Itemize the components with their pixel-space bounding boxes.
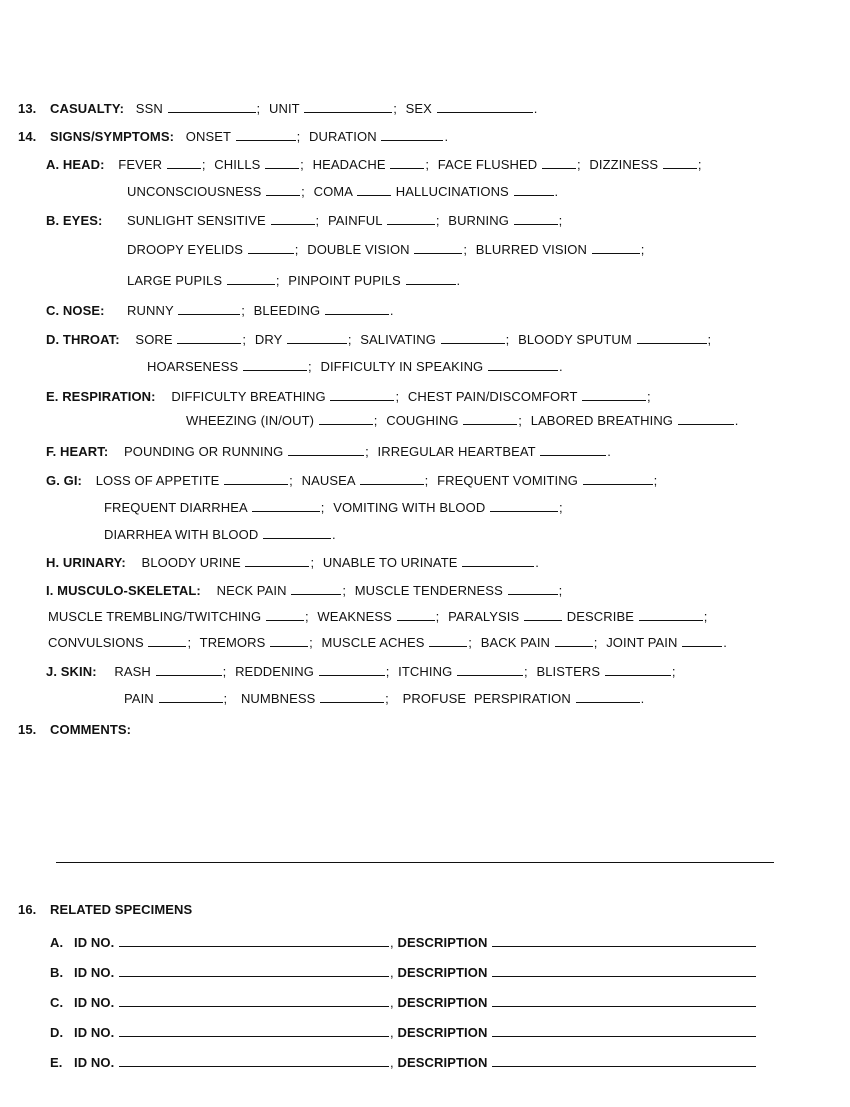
id-no-label: ID NO. <box>74 995 115 1010</box>
respiration-label: E. RESPIRATION: <box>46 389 156 404</box>
specimen-row-e: E. ID NO. , DESCRIPTION <box>50 1054 757 1071</box>
double-vision-field[interactable] <box>414 241 462 254</box>
paralysis-label: PARALYSIS <box>448 609 520 624</box>
coughing-label: COUGHING <box>386 413 459 428</box>
wheezing-field[interactable] <box>319 412 373 425</box>
id-no-field[interactable] <box>119 994 389 1007</box>
back-pain-field[interactable] <box>555 634 593 647</box>
pounding-label: POUNDING OR RUNNING <box>124 444 284 459</box>
large-pupils-label: LARGE PUPILS <box>127 273 223 288</box>
comments-field[interactable] <box>56 862 774 863</box>
salivating-label: SALIVATING <box>360 332 436 347</box>
description-label: DESCRIPTION <box>397 935 488 950</box>
salivating-field[interactable] <box>441 331 505 344</box>
id-no-field[interactable] <box>119 1024 389 1037</box>
bloody-sputum-label: BLOODY SPUTUM <box>518 332 632 347</box>
coma-label: COMA <box>313 184 353 199</box>
difficulty-speaking-field[interactable] <box>488 358 558 371</box>
convulsions-field[interactable] <box>148 634 186 647</box>
trembling-label: MUSCLE TREMBLING/TWITCHING <box>48 609 262 624</box>
pain-label: PAIN <box>124 691 154 706</box>
irregular-heartbeat-field[interactable] <box>540 443 606 456</box>
urinary-line: H. URINARY: BLOODY URINE ; UNABLE TO URINATE . <box>46 555 539 570</box>
bloody-urine-field[interactable] <box>245 554 309 567</box>
onset-label: ONSET <box>185 129 231 144</box>
description-field[interactable] <box>492 964 756 977</box>
hallucinations-field[interactable] <box>514 183 554 196</box>
sunlight-sensitive-field[interactable] <box>271 212 315 225</box>
bleeding-label: BLEEDING <box>253 303 321 318</box>
muscle-tenderness-field[interactable] <box>508 582 558 595</box>
joint-pain-field[interactable] <box>682 634 722 647</box>
diarrhea-blood-label: DIARRHEA WITH BLOOD <box>104 527 259 542</box>
frequent-diarrhea-label: FREQUENT DIARRHEA <box>104 500 248 515</box>
throat-line-2: HOARSENESS ; DIFFICULTY IN SPEAKING . <box>147 359 563 374</box>
pounding-field[interactable] <box>288 443 364 456</box>
face-flushed-field[interactable] <box>542 156 576 169</box>
dizziness-label: DIZZINESS <box>589 157 659 172</box>
gi-line-3: DIARRHEA WITH BLOOD . <box>104 527 336 542</box>
id-no-label: ID NO. <box>74 935 115 950</box>
frequent-vomiting-field[interactable] <box>583 472 653 485</box>
profuse-perspiration-field[interactable] <box>576 690 640 703</box>
signs-symptoms-line: 14. SIGNS/SYMPTOMS: ONSET ; DURATION . <box>18 129 449 144</box>
convulsions-label: CONVULSIONS <box>48 635 144 650</box>
specimen-row-d: D. ID NO. , DESCRIPTION <box>50 1024 757 1041</box>
unconsciousness-label: UNCONSCIOUSNESS <box>127 184 262 199</box>
joint-pain-label: JOINT PAIN <box>606 635 678 650</box>
itching-label: ITCHING <box>398 664 453 679</box>
profuse-perspiration-label: PROFUSE PERSPIRATION <box>402 691 571 706</box>
description-label: DESCRIPTION <box>397 965 488 980</box>
duration-field[interactable] <box>381 128 443 141</box>
pinpoint-pupils-field[interactable] <box>406 272 456 285</box>
specimen-letter: D. <box>50 1025 64 1040</box>
wheezing-label: WHEEZING (IN/OUT) <box>186 413 315 428</box>
unit-label: UNIT <box>268 101 300 116</box>
droopy-eyelids-field[interactable] <box>248 241 294 254</box>
blurred-vision-field[interactable] <box>592 241 640 254</box>
reddening-field[interactable] <box>319 663 385 676</box>
irregular-heartbeat-label: IRREGULAR HEARTBEAT <box>377 444 536 459</box>
heart-line: F. HEART: POUNDING OR RUNNING ; IRREGULAR HEARTBEAT . <box>46 444 611 459</box>
describe-field[interactable] <box>639 608 703 621</box>
specimen-letter: C. <box>50 995 64 1010</box>
sunlight-sensitive-label: SUNLIGHT SENSITIVE <box>127 213 266 228</box>
itching-field[interactable] <box>457 663 523 676</box>
labored-breathing-label: LABORED BREATHING <box>530 413 674 428</box>
fever-label: FEVER <box>118 157 163 172</box>
skin-label: J. SKIN: <box>46 664 97 679</box>
specimen-row-b: B. ID NO. , DESCRIPTION <box>50 964 757 981</box>
id-no-label: ID NO. <box>74 1055 115 1070</box>
id-no-field[interactable] <box>119 964 389 977</box>
description-label: DESCRIPTION <box>397 1025 488 1040</box>
eyes-line-3: LARGE PUPILS ; PINPOINT PUPILS . <box>127 273 461 288</box>
tremors-label: TREMORS <box>199 635 266 650</box>
gi-label: G. GI: <box>46 473 82 488</box>
signs-symptoms-label: SIGNS/SYMPTOMS: <box>50 129 175 144</box>
rash-label: RASH <box>114 664 151 679</box>
description-field[interactable] <box>492 934 756 947</box>
neck-pain-label: NECK PAIN <box>216 583 287 598</box>
neck-pain-field[interactable] <box>291 582 341 595</box>
rash-field[interactable] <box>156 663 222 676</box>
burning-label: BURNING <box>448 213 509 228</box>
bloody-sputum-field[interactable] <box>637 331 707 344</box>
weakness-field[interactable] <box>397 608 435 621</box>
frequent-vomiting-label: FREQUENT VOMITING <box>437 473 578 488</box>
nose-label: C. NOSE: <box>46 303 105 318</box>
section-number: 16. <box>18 902 37 917</box>
description-label: DESCRIPTION <box>397 995 488 1010</box>
musculo-line-1: I. MUSCULO-SKELETAL: NECK PAIN ; MUSCLE TENDERNESS ; <box>46 583 563 598</box>
specimen-row-a: A. ID NO. , DESCRIPTION <box>50 934 757 951</box>
chest-pain-label: CHEST PAIN/DISCOMFORT <box>407 389 578 404</box>
specimen-letter: A. <box>50 935 64 950</box>
painful-label: PAINFUL <box>327 213 383 228</box>
head-line-2: UNCONSCIOUSNESS ; COMA HALLUCINATIONS . <box>127 184 559 199</box>
id-no-field[interactable] <box>119 1054 389 1067</box>
section-number: 13. <box>18 101 37 116</box>
onset-field[interactable] <box>236 128 296 141</box>
hoarseness-label: HOARSENESS <box>147 359 239 374</box>
chills-label: CHILLS <box>214 157 261 172</box>
droopy-eyelids-label: DROOPY EYELIDS <box>127 242 244 257</box>
numbness-field[interactable] <box>320 690 384 703</box>
tremors-field[interactable] <box>270 634 308 647</box>
sex-field[interactable] <box>437 100 533 113</box>
gi-line-2: FREQUENT DIARRHEA ; VOMITING WITH BLOOD ; <box>104 500 563 515</box>
id-no-field[interactable] <box>119 934 389 947</box>
unconsciousness-field[interactable] <box>266 183 300 196</box>
sore-field[interactable] <box>177 331 241 344</box>
muscle-aches-label: MUSCLE ACHES <box>321 635 425 650</box>
nose-line: C. NOSE: RUNNY ; BLEEDING . <box>46 303 394 318</box>
gi-line-1: G. GI: LOSS OF APPETITE ; NAUSEA ; FREQUENT VOMITING ; <box>46 473 658 488</box>
description-field[interactable] <box>492 994 756 1007</box>
difficulty-speaking-label: DIFFICULTY IN SPEAKING <box>320 359 484 374</box>
related-specimens-heading <box>18 902 192 918</box>
numbness-label: NUMBNESS <box>240 691 316 706</box>
casualty-label: CASUALTY: <box>50 101 125 116</box>
paralysis-field[interactable] <box>524 608 562 621</box>
specimen-row-c: C. ID NO. , DESCRIPTION <box>50 994 757 1011</box>
fever-field[interactable] <box>167 156 201 169</box>
musculo-line-3: CONVULSIONS ; TREMORS ; MUSCLE ACHES ; BACK PAIN ; JOINT PAIN . <box>48 635 727 650</box>
frequent-diarrhea-field[interactable] <box>252 499 320 512</box>
pain-field[interactable] <box>159 690 223 703</box>
skin-line-2: PAIN ; NUMBNESS ; PROFUSE PERSPIRATION . <box>124 691 645 706</box>
sex-label: SEX <box>405 101 432 116</box>
chest-pain-field[interactable] <box>582 388 646 401</box>
section-number: 15. <box>18 722 37 737</box>
id-no-label: ID NO. <box>74 1025 115 1040</box>
specimen-letter: E. <box>50 1055 63 1070</box>
vomiting-blood-label: VOMITING WITH BLOOD <box>333 500 486 515</box>
nausea-label: NAUSEA <box>301 473 355 488</box>
painful-field[interactable] <box>387 212 435 225</box>
comments-heading <box>18 722 131 738</box>
large-pupils-field[interactable] <box>227 272 275 285</box>
unable-urinate-field[interactable] <box>462 554 534 567</box>
difficulty-breathing-label: DIFFICULTY BREATHING <box>171 389 326 404</box>
eyes-line-1: B. EYES: SUNLIGHT SENSITIVE ; PAINFUL ; BURNING ; <box>46 213 563 228</box>
coma-field[interactable] <box>357 183 391 196</box>
section-number: 14. <box>18 129 37 144</box>
dry-label: DRY <box>254 332 283 347</box>
respiration-line-1: E. RESPIRATION: DIFFICULTY BREATHING ; CHEST PAIN/DISCOMFORT ; <box>46 389 651 404</box>
description-field[interactable] <box>492 1024 756 1037</box>
unit-field[interactable] <box>304 100 392 113</box>
bleeding-field[interactable] <box>325 302 389 315</box>
diarrhea-blood-field[interactable] <box>263 526 331 539</box>
eyes-line-2: DROOPY EYELIDS ; DOUBLE VISION ; BLURRED VISION ; <box>127 242 645 257</box>
unable-urinate-label: UNABLE TO URINATE <box>322 555 458 570</box>
throat-label: D. THROAT: <box>46 332 120 347</box>
respiration-line-2: WHEEZING (IN/OUT) ; COUGHING ; LABORED BREATHING . <box>186 413 739 428</box>
loss-of-appetite-field[interactable] <box>224 472 288 485</box>
loss-of-appetite-label: LOSS OF APPETITE <box>95 473 220 488</box>
trembling-field[interactable] <box>266 608 304 621</box>
difficulty-breathing-field[interactable] <box>330 388 394 401</box>
casualty-line: 13. CASUALTY: SSN ; UNIT ; SEX . <box>18 101 538 116</box>
runny-label: RUNNY <box>127 303 174 318</box>
duration-label: DURATION <box>309 129 377 144</box>
runny-field[interactable] <box>178 302 240 315</box>
related-specimens-label: RELATED SPECIMENS <box>50 902 193 917</box>
hallucinations-label: HALLUCINATIONS <box>395 184 509 199</box>
face-flushed-label: FACE FLUSHED <box>437 157 538 172</box>
pinpoint-pupils-label: PINPOINT PUPILS <box>288 273 401 288</box>
back-pain-label: BACK PAIN <box>480 635 551 650</box>
muscle-tenderness-label: MUSCLE TENDERNESS <box>354 583 503 598</box>
specimen-letter: B. <box>50 965 64 980</box>
vomiting-blood-field[interactable] <box>490 499 558 512</box>
describe-label: DESCRIBE <box>566 609 634 624</box>
eyes-label: B. EYES: <box>46 213 103 228</box>
ssn-label: SSN <box>135 101 163 116</box>
hoarseness-field[interactable] <box>243 358 307 371</box>
burning-field[interactable] <box>514 212 558 225</box>
chills-field[interactable] <box>265 156 299 169</box>
head-line-1: A. HEAD: FEVER ; CHILLS ; HEADACHE ; FACE FLUSHED ; DIZZINESS ; <box>46 157 702 172</box>
id-no-label: ID NO. <box>74 965 115 980</box>
nausea-field[interactable] <box>360 472 424 485</box>
blurred-vision-label: BLURRED VISION <box>475 242 587 257</box>
double-vision-label: DOUBLE VISION <box>307 242 410 257</box>
musculo-line-2: MUSCLE TREMBLING/TWITCHING ; WEAKNESS ; PARALYSIS DESCRIBE ; <box>48 609 708 624</box>
blisters-label: BLISTERS <box>536 664 601 679</box>
comments-label: COMMENTS: <box>50 722 132 737</box>
throat-line-1: D. THROAT: SORE ; DRY ; SALIVATING ; BLOODY SPUTUM ; <box>46 332 712 347</box>
coughing-field[interactable] <box>463 412 517 425</box>
muscle-aches-field[interactable] <box>429 634 467 647</box>
headache-field[interactable] <box>390 156 424 169</box>
dizziness-field[interactable] <box>663 156 697 169</box>
description-field[interactable] <box>492 1054 756 1067</box>
weakness-label: WEAKNESS <box>317 609 392 624</box>
head-label: A. HEAD: <box>46 157 105 172</box>
ssn-field[interactable] <box>168 100 256 113</box>
musculo-label: I. MUSCULO-SKELETAL: <box>46 583 201 598</box>
reddening-label: REDDENING <box>235 664 314 679</box>
labored-breathing-field[interactable] <box>678 412 734 425</box>
dry-field[interactable] <box>287 331 347 344</box>
description-label: DESCRIPTION <box>397 1055 488 1070</box>
urinary-label: H. URINARY: <box>46 555 126 570</box>
heart-label: F. HEART: <box>46 444 109 459</box>
headache-label: HEADACHE <box>312 157 386 172</box>
skin-line-1: J. SKIN: RASH ; REDDENING ; ITCHING ; BLISTERS ; <box>46 664 676 679</box>
sore-label: SORE <box>135 332 173 347</box>
blisters-field[interactable] <box>605 663 671 676</box>
bloody-urine-label: BLOODY URINE <box>141 555 241 570</box>
